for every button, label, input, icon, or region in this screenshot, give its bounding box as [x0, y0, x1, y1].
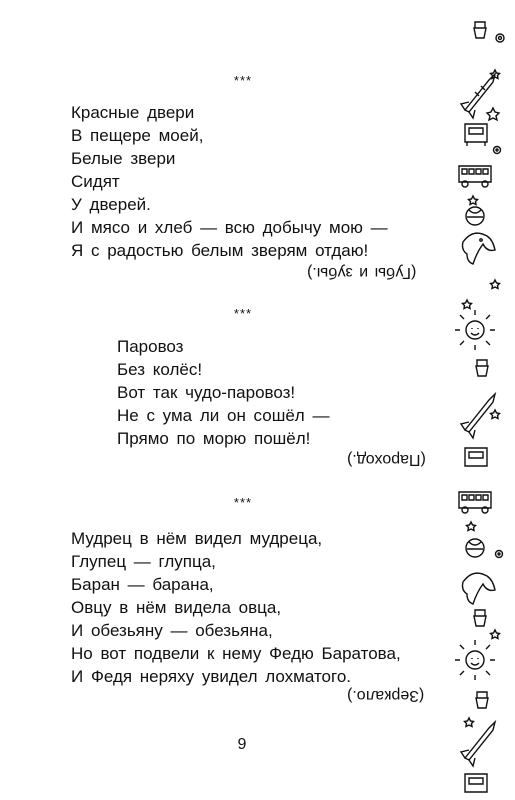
ball-icon — [466, 207, 484, 225]
poem-line: Красные двери — [71, 103, 195, 122]
sun-icon — [455, 310, 495, 350]
cup-icon — [476, 692, 488, 708]
car-icon — [465, 448, 487, 466]
poem-line: Мудрец в нём видел мудреца, — [71, 529, 323, 548]
poem-line: Паровоз — [117, 337, 184, 356]
poem-line: Глупец — глупца, — [71, 552, 216, 571]
riddle-1-poem — [71, 101, 388, 262]
poem-line: Вот так чудо-паровоз! — [117, 383, 296, 402]
ball-icon — [466, 539, 484, 557]
bus-icon — [459, 492, 491, 513]
rocket-icon — [461, 74, 495, 118]
poem-line: Баран — барана, — [71, 575, 214, 594]
poem-line: Не с ума ли он сошёл — — [117, 406, 330, 425]
sun-icon — [455, 640, 495, 680]
rocket-icon — [461, 394, 495, 438]
riddle-1-answer: (Губы и зубы.) — [307, 264, 417, 281]
spiral-icon — [496, 34, 504, 42]
poem-line: Белые звери — [71, 149, 176, 168]
page-number: 9 — [237, 736, 247, 753]
separator-stars: *** — [233, 306, 253, 321]
separator-stars: *** — [233, 73, 253, 88]
poem-line: Сидят — [71, 172, 120, 191]
riddle-3-answer: (Зеркало.) — [347, 687, 425, 704]
car-icon — [465, 774, 487, 792]
poem-line: И Федя неряху увидел лохматого. — [71, 667, 352, 686]
decorative-border — [445, 10, 515, 800]
rocket-icon — [461, 722, 495, 766]
poem-line: Я с радостью белым зверям отдаю! — [71, 241, 369, 260]
cup-icon — [474, 22, 486, 38]
star-icon — [487, 108, 499, 120]
cup-icon — [476, 360, 488, 376]
cup-icon — [474, 610, 486, 626]
poem-line: У дверей. — [71, 195, 151, 214]
riddle-2-answer: (Пароход.) — [347, 451, 426, 468]
horse-icon — [463, 233, 496, 264]
car-icon — [465, 124, 487, 146]
poem-line: Овцу в нём видела овца, — [71, 598, 282, 617]
separator-stars: *** — [233, 495, 253, 510]
poem-line: В пещере моей, — [71, 126, 204, 145]
star-icon — [469, 196, 478, 205]
bus-icon — [459, 166, 491, 187]
poem-line: Но вот подвели к нему Федю Баратова, — [71, 644, 401, 663]
spiral-icon — [494, 147, 501, 154]
poem-line: И мясо и хлеб — всю добычу мою — — [71, 218, 388, 237]
poem-line: И обезьяну — обезьяна, — [71, 621, 273, 640]
riddle-2-poem — [117, 335, 329, 450]
poem-line: Прямо по морю пошёл! — [117, 429, 311, 448]
horse-icon — [463, 573, 496, 604]
riddle-3-poem — [71, 527, 401, 688]
poem-line: Без колёс! — [117, 360, 203, 379]
spiral-icon — [496, 551, 503, 558]
